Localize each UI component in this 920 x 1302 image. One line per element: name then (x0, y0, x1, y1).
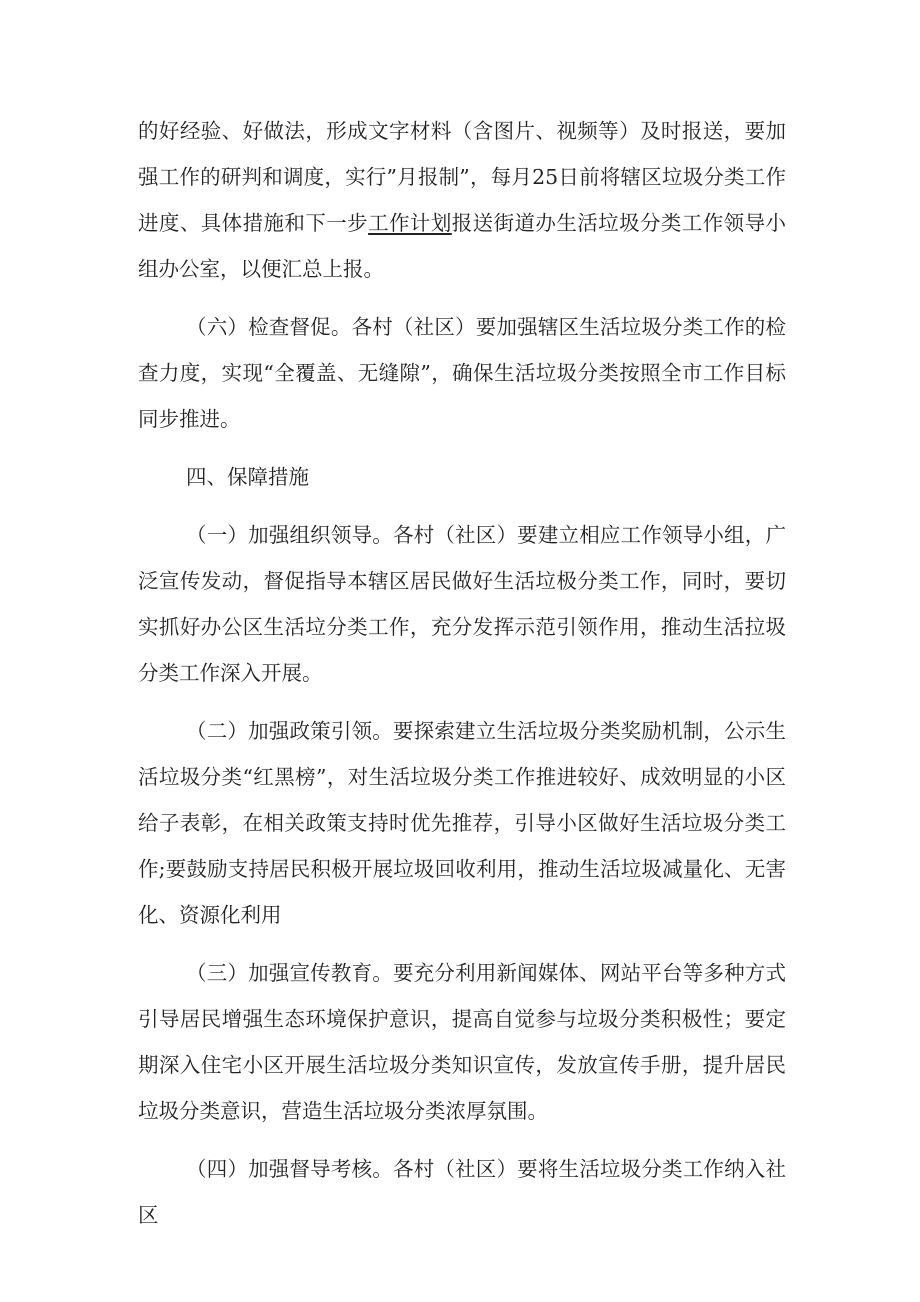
paragraph-policy-guidance: （二）加强政策引领。要探索建立生活垃圾分类奖励机制，公示生活垃圾分类“红黑榜”，对生活垃圾分类工作推进较好、成效明显的小区给子表彰，在相关政策支持时优先推荐，引导小区做好生活垃圾分类工作;要鼓励支持居民积极开展垃圾回收利用，推动生活垃圾减量化、无害化、资源化利用 (138, 719, 786, 927)
paragraph-report-schedule (138, 108, 786, 292)
paragraph-publicity-education: （三）加强宣传教育。要充分利用新闻媒体、网站平台等多种方式引导居民增强生态环境保护意识，提高自觉参与垃圾分类积极性；要定期深入住宅小区开展生活垃圾分类知识宣传，发放宣传手册，提升居民垃圾分类意识，营造生活垃圾分类浓厚氛围。 (138, 961, 786, 1123)
paragraph-text-after-link: 报送街道办生活垃圾分类工作领导小组办公室，以便汇总上报。 (138, 211, 787, 281)
paragraph-supervision-assessment: （四）加强督导考核。各村（社区）要将生活垃圾分类工作纳入社区 (138, 1157, 786, 1227)
paragraph-inspection-supervision: （六）检查督促。各村（社区）要加强辖区生活垃圾分类工作的检查力度，实现“全覆盖、无缝隙”，确保生活垃圾分类按照全市工作目标同步推进。 (138, 315, 786, 431)
document-body (138, 108, 786, 1250)
work-plan-link[interactable]: 工作计划 (368, 211, 452, 235)
section-heading-safeguards: 四、保障措施 (186, 465, 309, 489)
paragraph-text-before-link: 的好经验、好做法，形成文字材料（含图片、视频等）及时报送，要加强工作的研判和调度，实行”月报制”，每月25日前将辖区垃圾分类工作进度、具体措施和下一步 (138, 119, 786, 235)
paragraph-organization-leadership: （一）加强组织领导。各村（社区）要建立相应工作领导小组，广泛宣传发动，督促指导本辖区居民做好生活垃极分类工作，同时，要切实抓好办公区生活垃分类工作，充分发挥示范引领作用，推动生活拉圾分类工作深入开展。 (138, 523, 786, 685)
